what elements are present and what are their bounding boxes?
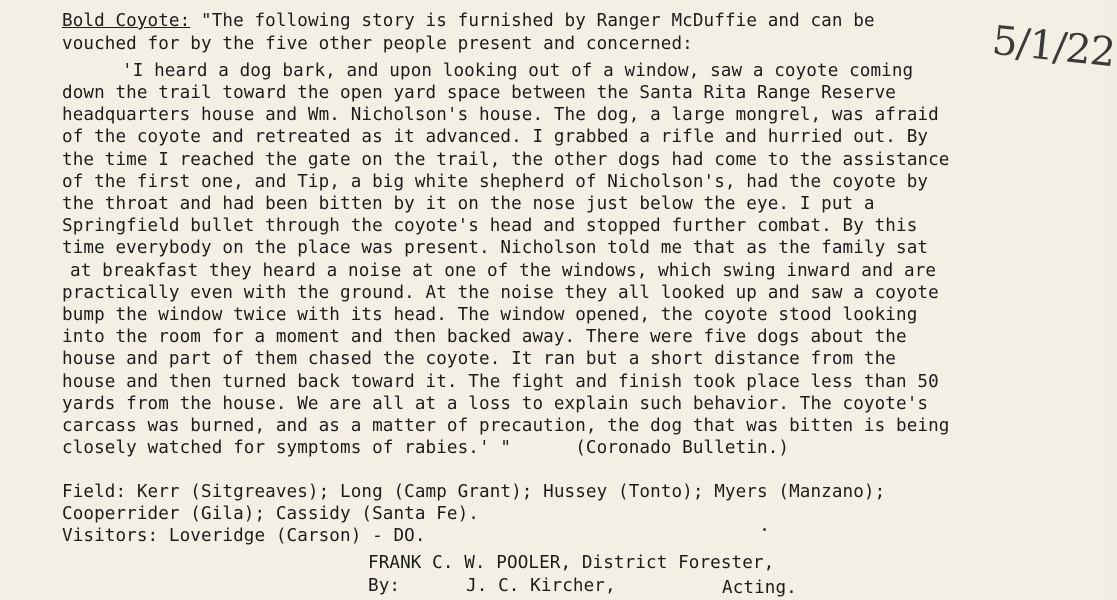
text-line-20: closely watched for symptoms of rabies.' " (Coronado Bulletin.) — [62, 438, 790, 458]
signature-acting: Acting. — [722, 578, 797, 598]
text-line-2: vouched for by the five other people present and concerned: — [62, 34, 693, 54]
signature-name-line: FRANK C. W. POOLER, District Forester, — [368, 553, 775, 573]
story-title: Bold Coyote: — [62, 11, 191, 31]
text-line-7: the time I reached the gate on the trail, the other dogs had come to the assistance — [62, 150, 950, 170]
signature-by-label: By: — [368, 576, 401, 596]
text-line-5: headquarters house and Wm. Nicholson's house. The dog, a large mongrel, was afraid — [62, 105, 939, 125]
text-line-19: carcass was burned, and as a matter of precaution, the dog that was bitten is being — [62, 416, 950, 436]
text-line-8: of the first one, and Tip, a big white shepherd of Nicholson's, had the coyote by — [62, 172, 929, 192]
field-line-2: Cooperrider (Gila); Cassidy (Santa Fe). — [62, 504, 480, 524]
text-line-3: 'I heard a dog bark, and upon looking out of a window, saw a coyote coming — [122, 61, 914, 81]
stray-mark — [763, 528, 766, 531]
field-line-1: Field: Kerr (Sitgreaves); Long (Camp Grant); Hussey (Tonto); Myers (Manzano); — [62, 482, 886, 502]
text-line-17: house and then turned back toward it. The fight and finish took place less than 50 — [62, 372, 939, 392]
heading-line — [62, 10, 875, 32]
text-line-13: practically even with the ground. At the noise they all looked up and saw a coyote — [62, 283, 939, 303]
text-line-14: bump the window twice with its head. The window opened, the coyote stood looking — [62, 305, 918, 325]
text-line-12: at breakfast they heard a noise at one of the windows, which swing inward and are — [70, 261, 937, 281]
visitors-line: Visitors: Loveridge (Carson) - DO. — [62, 526, 426, 546]
text-line-15: into the room for a moment and then backed away. There were five dogs about the — [62, 327, 907, 347]
text-line-11: time everybody on the place was present. Nicholson told me that as the family sat — [62, 238, 929, 258]
text-line-9: the throat and had been bitten by it on the nose just below the eye. I put a — [62, 194, 875, 214]
text-line-4: down the trail toward the open yard space between the Santa Rita Range Reserve — [62, 83, 897, 103]
text-line-16: house and part of them chased the coyote. It ran but a short distance from the — [62, 349, 897, 369]
text-line-1: "The following story is furnished by Ranger McDuffie and can be — [201, 11, 875, 31]
signature-by-name: J. C. Kircher, — [466, 576, 616, 596]
text-line-10: Springfield bullet through the coyote's head and stopped further combat. By this — [62, 216, 918, 236]
text-line-18: yards from the house. We are all at a loss to explain such behavior. The coyote's — [62, 394, 929, 414]
text-line-6: of the coyote and retreated as it advanced. I grabbed a rifle and hurried out. By — [62, 127, 929, 147]
handwritten-date: 5/1/22 — [989, 17, 1117, 77]
